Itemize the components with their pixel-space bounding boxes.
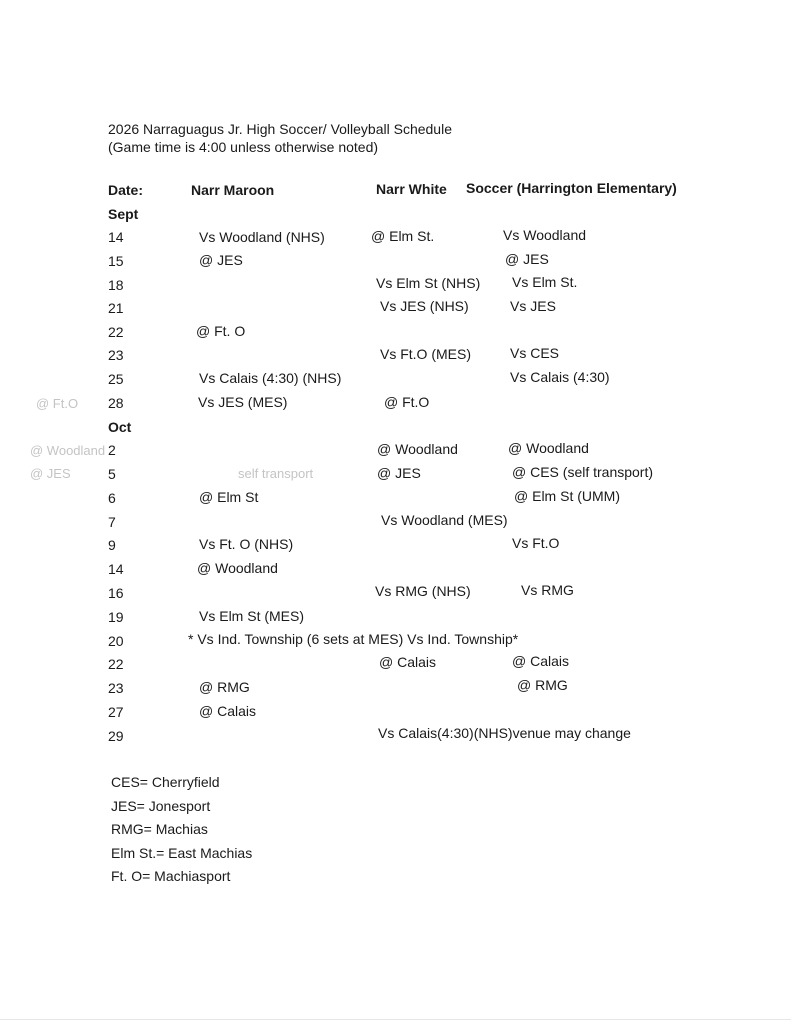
header-narr-white: Narr White [376,181,447,197]
header-narr-maroon: Narr Maroon [191,182,275,198]
row-maroon: Vs Woodland (NHS) [199,229,325,245]
row-soccer: @ CES (self transport) [512,464,654,480]
row-date: 14 [108,561,124,577]
row-date: 29 [108,728,124,744]
row-soccer: Vs RMG [521,582,574,598]
month-oct: Oct [108,419,132,435]
row-date: 22 [108,656,124,672]
row-maroon: * Vs Ind. Township (6 sets at MES) Vs Ind. Township* [188,631,519,647]
header-date: Date: [108,182,144,198]
row-maroon: Vs JES (MES) [198,394,288,410]
row-white: @ Woodland [377,441,458,457]
row-white: @ JES [377,465,421,481]
row-date: 9 [108,537,116,553]
row-maroon: @ JES [199,252,243,268]
row-soccer: Vs JES [510,298,556,314]
row-soccer: Vs Ft.O [512,535,560,551]
row-date: 5 [108,466,116,482]
schedule-title: 2026 Narraguagus Jr. High Soccer/ Volleyball Schedule [108,121,452,137]
row-soccer: @ Elm St (UMM) [514,488,620,504]
row-date: 22 [108,324,124,340]
row-date: 21 [108,300,124,316]
legend-item: CES= Cherryfield [111,774,220,790]
row-date: 23 [108,347,124,363]
row-maroon: Vs Elm St (MES) [199,608,305,624]
row-maroon: @ Woodland [197,560,278,576]
schedule-subtitle: (Game time is 4:00 unless otherwise noted) [108,139,379,155]
row-date: 7 [108,514,116,530]
row-white: Vs Elm St (NHS) [376,275,481,291]
legend-item: Elm St.= East Machias [111,845,253,861]
row-maroon: Vs Calais (4:30) (NHS) [199,370,342,386]
row-soccer: @ JES [505,251,549,267]
row-soccer: @ Calais [512,653,570,669]
row-date: 28 [108,395,124,411]
row-white: Vs JES (NHS) [380,298,469,314]
row-maroon: @ Calais [199,703,257,719]
ghost-mark: @ JES [30,466,71,481]
ghost-mark: @ Ft.O [36,396,79,411]
row-maroon: Vs Ft. O (NHS) [199,536,294,552]
legend-item: Ft. O= Machiasport [111,868,231,884]
row-date: 2 [108,442,116,458]
row-date: 18 [108,277,124,293]
row-maroon: @ Elm St [199,489,259,505]
month-sept: Sept [108,206,139,222]
legend-item: JES= Jonesport [111,798,211,814]
row-date: 20 [108,633,124,649]
row-date: 27 [108,704,124,720]
row-date: 19 [108,609,124,625]
page-edge-divider [0,1019,791,1020]
row-date: 25 [108,371,124,387]
row-maroon: @ Ft. O [196,323,246,339]
row-white: @ Elm St. [371,228,435,244]
legend-item: RMG= Machias [111,821,208,837]
row-white: Vs Ft.O (MES) [380,346,471,362]
header-soccer: Soccer (Harrington Elementary) [466,180,677,196]
row-soccer: Vs Elm St. [512,274,578,290]
row-soccer: @ RMG [517,677,568,693]
row-date: 14 [108,229,124,245]
row-soccer: Vs CES [510,345,560,361]
row-white: @ Ft.O [384,394,430,410]
ghost-mark: self transport [238,466,314,481]
row-date: 16 [108,585,124,601]
row-date: 6 [108,490,116,506]
ghost-mark: @ Woodland [30,443,106,458]
row-date: 15 [108,253,124,269]
row-white: Vs Calais(4:30)(NHS)venue may change [378,725,631,741]
row-white: Vs Woodland (MES) [381,512,508,528]
row-maroon: @ RMG [199,679,250,695]
row-soccer: Vs Woodland [503,227,587,243]
row-white: @ Calais [379,654,437,670]
row-white: Vs RMG (NHS) [375,583,471,599]
row-date: 23 [108,680,124,696]
row-soccer: Vs Calais (4:30) [510,369,610,385]
row-soccer: @ Woodland [508,440,589,456]
